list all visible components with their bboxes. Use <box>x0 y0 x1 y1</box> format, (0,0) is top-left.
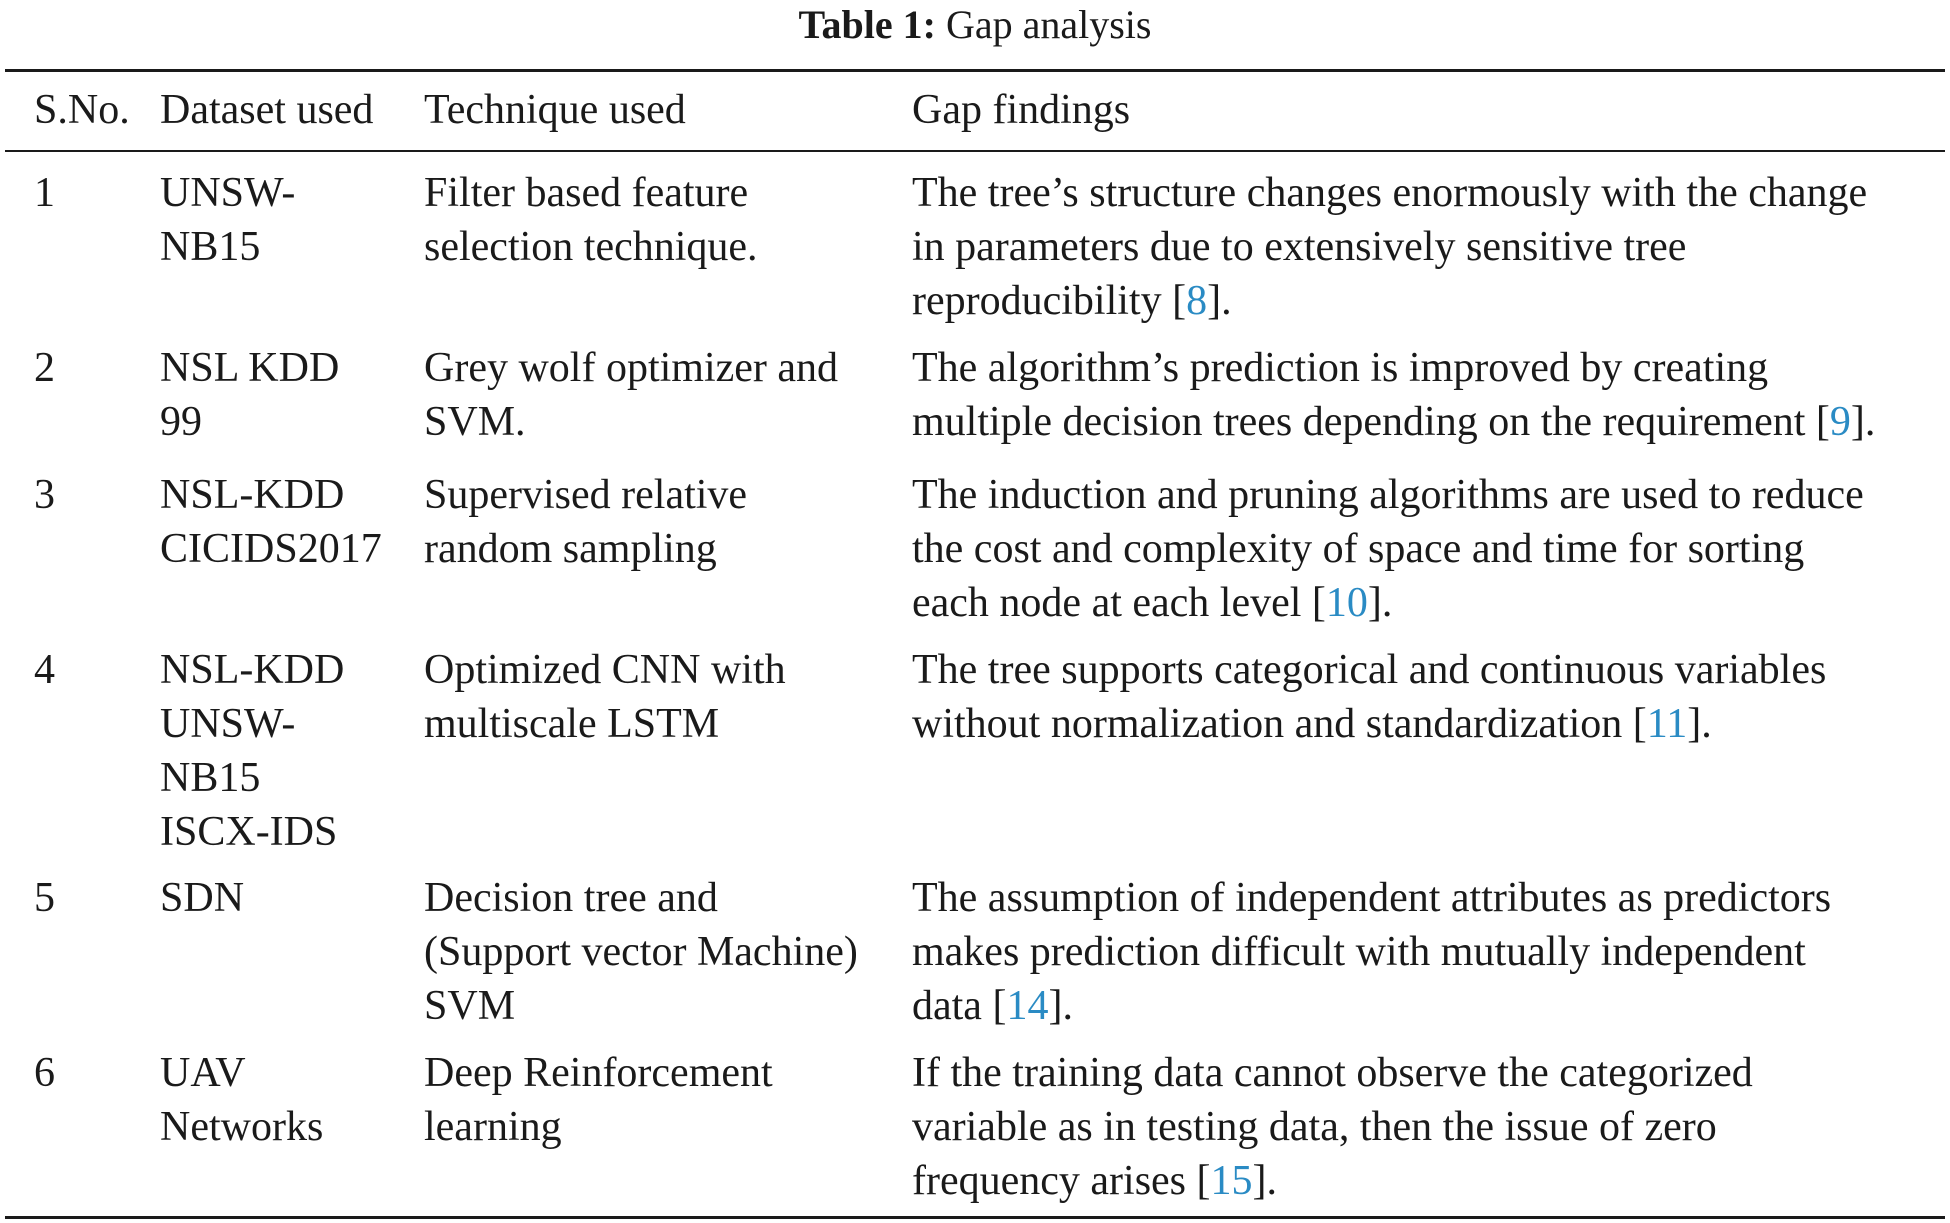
row-6-gap-line: frequency arises [15]. <box>912 1158 1278 1204</box>
citation-link[interactable]: 15 <box>1210 1158 1253 1204</box>
row-5-dataset-line: SDN <box>160 875 245 921</box>
row-6-technique-line: Deep Reinforcement <box>424 1050 773 1096</box>
row-5-gap-line: The assumption of independent attributes as predictors <box>912 875 1832 921</box>
row-4-technique-line: Optimized CNN with <box>424 647 786 693</box>
header-rule <box>5 150 1945 152</box>
table-caption <box>0 0 1950 50</box>
citation-link[interactable]: 10 <box>1325 580 1368 626</box>
row-6-dataset-line: Networks <box>160 1104 324 1150</box>
row-5-sno: 5 <box>34 875 55 921</box>
row-1-sno: 1 <box>34 170 55 216</box>
row-3-gap-line: the cost and complexity of space and time for sorting <box>912 526 1805 572</box>
row-4-sno: 4 <box>34 647 55 693</box>
row-4-dataset-line: UNSW- <box>160 701 296 747</box>
bottom-rule <box>5 1216 1945 1219</box>
row-2-technique-line: Grey wolf optimizer and <box>424 345 839 391</box>
row-3-dataset-line: NSL-KDD <box>160 472 345 518</box>
row-4-gap-line: without normalization and standardization [11]. <box>912 701 1712 747</box>
row-5-gap-line: data [14]. <box>912 983 1073 1029</box>
row-5-technique-line: (Support vector Machine) <box>424 929 858 975</box>
row-1-gap-line: The tree’s structure changes enormously with the change <box>912 170 1868 216</box>
row-1-dataset-line: NB15 <box>160 224 261 270</box>
table-caption-title: Gap analysis <box>945 2 1152 47</box>
table-caption-label: Table 1: <box>798 2 936 47</box>
row-2-gap-line: The algorithm’s prediction is improved by creating <box>912 345 1769 391</box>
row-3-dataset-line: CICIDS2017 <box>160 526 382 572</box>
row-5-technique-line: Decision tree and <box>424 875 718 921</box>
row-5-gap-line: makes prediction difficult with mutually independent <box>912 929 1806 975</box>
top-rule <box>5 69 1945 72</box>
row-3-technique-line: random sampling <box>424 526 717 572</box>
row-4-dataset-line: ISCX-IDS <box>160 809 338 855</box>
row-6-technique-line: learning <box>424 1104 562 1150</box>
header-technique: Technique used <box>424 87 686 133</box>
row-1-gap-line: reproducibility [8]. <box>912 278 1232 324</box>
row-4-dataset-line: NB15 <box>160 755 261 801</box>
row-2-dataset-line: NSL KDD <box>160 345 340 391</box>
citation-link[interactable]: 11 <box>1646 701 1688 747</box>
row-1-technique-line: Filter based feature <box>424 170 749 216</box>
row-3-gap-line: each node at each level [10]. <box>912 580 1393 626</box>
header-dataset: Dataset used <box>160 87 374 133</box>
row-1-technique-line: selection technique. <box>424 224 758 270</box>
row-4-technique-line: multiscale LSTM <box>424 701 720 747</box>
citation-link[interactable]: 8 <box>1186 278 1208 324</box>
row-4-gap-line: The tree supports categorical and continuous variables <box>912 647 1827 693</box>
row-6-dataset-line: UAV <box>160 1050 246 1096</box>
row-2-dataset-line: 99 <box>160 399 202 445</box>
row-4-dataset-line: NSL-KDD <box>160 647 345 693</box>
row-6-gap-line: variable as in testing data, then the issue of zero <box>912 1104 1717 1150</box>
citation-link[interactable]: 14 <box>1006 983 1049 1029</box>
row-3-sno: 3 <box>34 472 55 518</box>
row-3-technique-line: Supervised relative <box>424 472 748 518</box>
row-3-gap-line: The induction and pruning algorithms are used to reduce <box>912 472 1864 518</box>
header-gap: Gap findings <box>912 87 1131 133</box>
citation-link[interactable]: 9 <box>1829 399 1851 445</box>
row-2-technique-line: SVM. <box>424 399 526 445</box>
header-sno: S.No. <box>34 87 130 133</box>
row-1-dataset-line: UNSW- <box>160 170 296 216</box>
row-2-sno: 2 <box>34 345 55 391</box>
row-2-gap-line: multiple decision trees depending on the requirement [9]. <box>912 399 1876 445</box>
row-5-technique-line: SVM <box>424 983 516 1029</box>
row-6-gap-line: If the training data cannot observe the categorized <box>912 1050 1753 1096</box>
row-6-sno: 6 <box>34 1050 55 1096</box>
row-1-gap-line: in parameters due to extensively sensitive tree <box>912 224 1687 270</box>
